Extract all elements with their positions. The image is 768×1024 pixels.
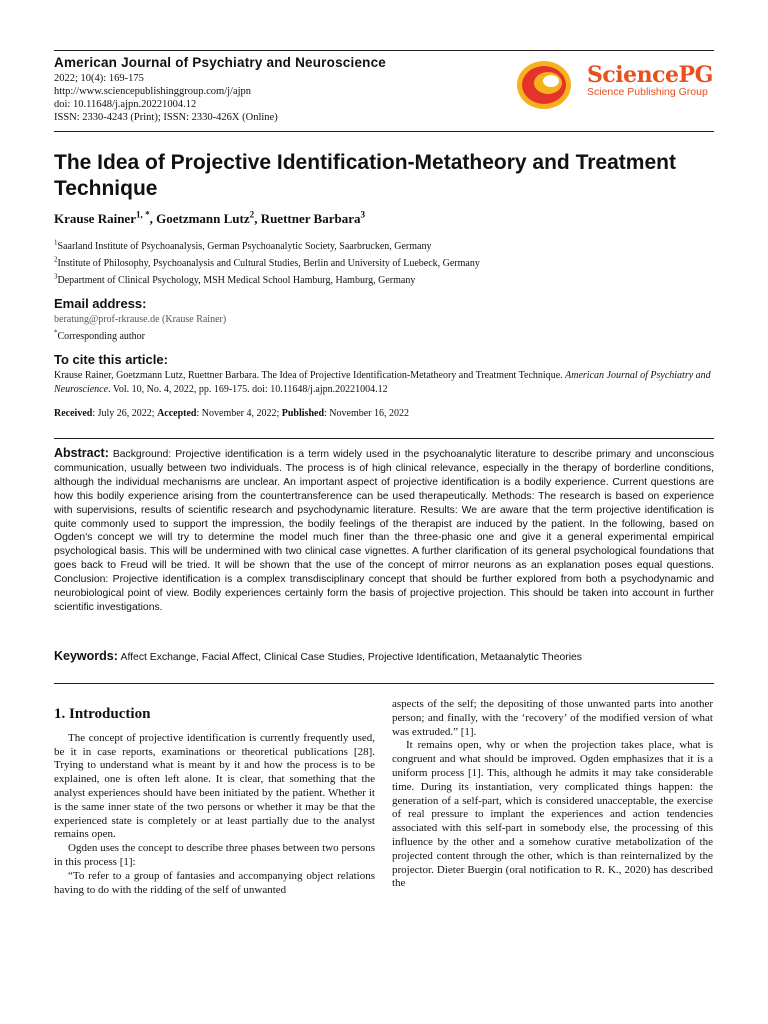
author-list: Krause Rainer$^{1, *}$, Goetzmann Lutz$^2$, Ruettner Barbara$^3$	[54, 209, 366, 226]
header-top-rule	[54, 50, 714, 51]
citation-journal: American Journal of Psychiatry and Neuroscience	[54, 370, 711, 395]
keywords-text: Affect Exchange, Facial Affect, Clinical Case Studies, Projective Identification, Metaanalytic Theories	[120, 652, 582, 663]
journal-url[interactable]: http://www.sciencepublishinggroup.com/j/ajpn	[54, 86, 252, 97]
logo-subtitle: Science Publishing Group	[587, 86, 708, 98]
citation-rest: . Vol. 10, No. 4, 2022, pp. 169-175. doi: 10.11648/j.ajpn.20221004.12	[108, 384, 388, 395]
paragraph: aspects of the self; the depositing of those unwanted parts into another person; and finally, with the ‘recovery’ of the modified version of what was extruded.” [1].	[392, 698, 713, 738]
volume-info: 2022; 10(4): 169-175	[54, 73, 144, 84]
corresponding-text: Corresponding author	[57, 331, 145, 342]
keywords-label: Keywords:	[54, 649, 118, 663]
header-bottom-rule	[54, 131, 714, 132]
body-top-rule	[54, 683, 714, 684]
keywords	[54, 649, 714, 663]
paragraph: It remains open, why or when the projection takes place, what is congruent and what should be improved. Ogden emphasizes that it is a uniform process [1]. This, although he admits it may take considerable time. During its instantiation, very complicated things happen: the generation of a self-part, which is considered unacceptable, the exercise of real pressure to implant the experiences and action tendencies associated with this self-part in somebody else, the processing of this influence by the other and a somehow curative metabolization of the projected content through the other, which is than reinternalized by the projector. Dieter Buergin (oral notification to R. K., 2020) has described the	[392, 739, 713, 890]
journal-issn: ISSN: 2330-4243 (Print); ISSN: 2330-426X (Online)	[54, 112, 278, 123]
section-heading: 1. Introduction	[54, 706, 151, 722]
affiliation-sup: 1	[54, 238, 58, 247]
author-sup: 3	[360, 209, 366, 220]
right-column	[392, 698, 713, 891]
received-label: Received	[54, 408, 93, 419]
abstract-top-rule	[54, 438, 714, 439]
affiliation-text: Department of Clinical Psychology, MSH Medical School Hamburg, Hamburg, Germany	[57, 275, 416, 286]
abstract	[54, 447, 714, 615]
accepted-label: Accepted	[157, 408, 197, 419]
left-column	[54, 708, 375, 897]
journal-doi: doi: 10.11648/j.ajpn.20221004.12	[54, 99, 197, 110]
author-sup: 2	[249, 209, 255, 220]
citation	[54, 369, 714, 397]
citation-main: Krause Rainer, Goetzmann Lutz, Ruettner Barbara. The Idea of Projective Identification-Metatheory and Treatment Technique.	[54, 370, 563, 381]
abstract-label: Abstract:	[54, 446, 109, 460]
author-sup: 1, *	[135, 209, 150, 220]
author-name: Goetzmann Lutz	[156, 211, 250, 226]
paragraph: The concept of projective identification is currently frequently used, be it in case reports, examinations or theoretical publications [28]. Trying to understand what is meant by it and how the process is to be explained, one is often left alone. It is clear, that something that the analyst experiences should have been initiated by the patient. Whether it is the same inner state of the two persons or whether it may be that the experienced state is completely or at least partially due to the analyst remains open.	[54, 731, 375, 841]
affiliation	[54, 272, 416, 286]
journal-title: American Journal of Psychiatry and Neuroscience	[54, 55, 387, 70]
logo-text	[587, 62, 713, 98]
affiliation-sup: 2	[54, 255, 58, 264]
corresponding-sup: *	[54, 328, 58, 337]
article-title: The Idea of Projective Identification-Metatheory and Treatment Technique	[54, 151, 676, 200]
affiliation	[54, 238, 432, 252]
affiliation-sup: 3	[54, 272, 58, 281]
author-name: Ruettner Barbara	[260, 211, 361, 226]
affiliation-text: Saarland Institute of Psychoanalysis, German Psychoanalytic Society, Saarbrucken, Germany	[57, 241, 432, 252]
logo-name: SciencePG	[587, 62, 713, 88]
received-date: : July 26, 2022;	[92, 408, 158, 419]
author-name: Krause Rainer	[54, 211, 136, 226]
published-date: : November 16, 2022	[324, 408, 410, 419]
corresponding-note	[54, 328, 145, 342]
abstract-text: Background: Projective identification is a term widely used in the psychoanalytic literature to describe primary and unconscious communication, usually between two individuals. The process is of high clinical relevance, especially in the therapy of borderline conditions, although the individual mechanisms are unclear. An important aspect of projective identification is a bodily experience. Current questions are how this bodily experience arising from the countertransference can be used therapeutically. Methods: The research is based on experience with supervisions, results of scientific research and psychodynamic literature. Results: We are aware that the term projective identification is quite commonly used to support the impression, the bodily feelings of the therapist are induced by the patient. In the following, based on Ogden's concept we will try to determine the model much finer than the three-phasic one and give it a general experimental empirical psychological basis. This will be undermined with two clinical case vignettes. A further clarification of its general psychological foundations that goes back to Freud will be tried. It will be shown that the use of the concept of mirror neurons as an explanation poses equal questions. Conclusion: Projective identification is a complex transdisciplinary concept that should be further explored from both a psychodynamic and neurobiological point of view. Bodily experiences certainly form the basis of projective projection. This should be taken into account in further scientific investigations.	[54, 449, 715, 613]
cite-heading: To cite this article:	[54, 352, 168, 367]
email-heading: Email address:	[54, 296, 147, 311]
affiliation	[54, 255, 480, 269]
accepted-date: : November 4, 2022;	[196, 408, 282, 419]
published-label: Published	[281, 408, 325, 419]
paragraph: Ogden uses the concept to describe three phases between two persons in this process [1]:	[54, 842, 375, 868]
dates-line	[54, 408, 409, 419]
affiliation-text: Institute of Philosophy, Psychoanalysis and Cultural Studies, Berlin and University of Luebeck, Germany	[57, 258, 480, 269]
paragraph: “To refer to a group of fantasies and accompanying object relations having to do with the ridding of the self of unwanted	[54, 869, 375, 896]
email-address[interactable]: beratung@prof-rkrause.de (Krause Rainer)	[54, 314, 227, 325]
